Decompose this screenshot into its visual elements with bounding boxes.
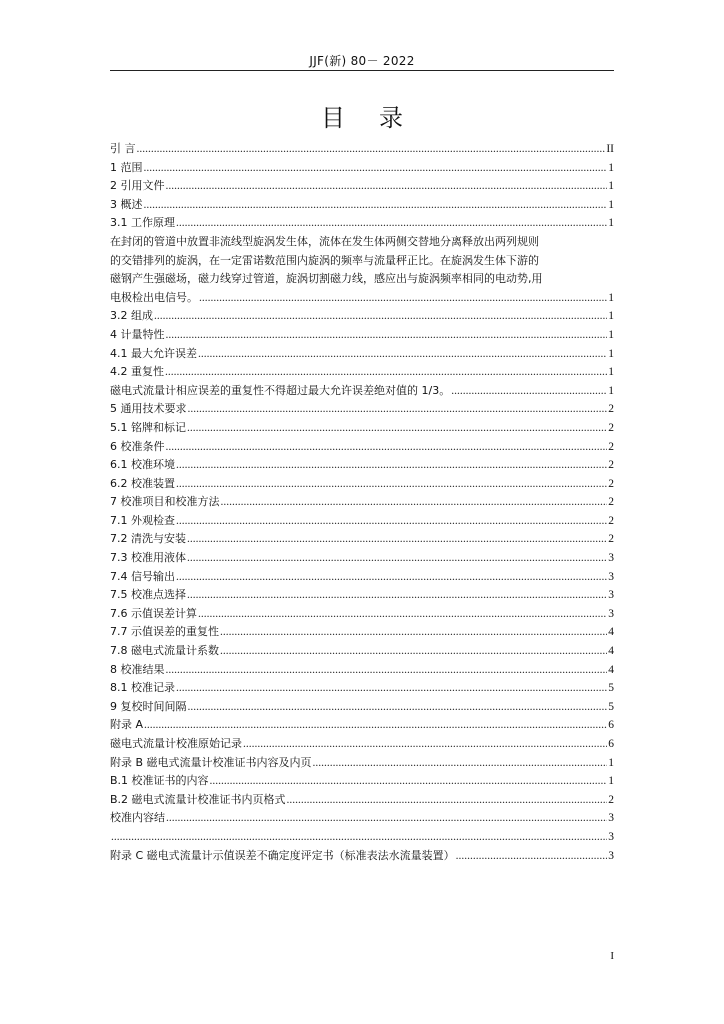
toc-entry-label: 3 概述 (110, 197, 143, 211)
toc-dot-leader (220, 642, 607, 661)
toc-entry-label: 电极检出电信号。 (110, 290, 198, 304)
toc-entry[interactable] (110, 642, 614, 661)
toc-entry-page: 1 (608, 347, 614, 360)
toc-dot-leader (199, 289, 607, 308)
toc-entry-page: 5 (608, 682, 614, 695)
toc-entry[interactable] (110, 289, 614, 308)
toc-entry-page: 3 (608, 849, 614, 862)
page-title: 目录 (321, 104, 437, 132)
toc-dot-leader (198, 345, 607, 364)
toc-entry[interactable] (110, 140, 614, 159)
toc-dot-leader (176, 512, 607, 531)
toc-entry-page: 1 (608, 775, 614, 788)
toc-entry-page: 3 (608, 830, 614, 843)
toc-entry-page: 3 (608, 812, 614, 825)
toc-entry-page: II (606, 143, 614, 155)
toc-entry[interactable] (110, 716, 614, 735)
toc-entry-label: B.1 校准证书的内容 (110, 774, 209, 788)
toc-dot-leader (176, 475, 607, 494)
toc-entry[interactable] (110, 345, 614, 364)
toc-entry[interactable] (110, 196, 614, 215)
toc-dot-leader (243, 735, 607, 754)
toc-entry-page: 6 (608, 719, 614, 732)
toc-entry-page: 1 (608, 756, 614, 769)
toc-entry[interactable] (110, 735, 614, 754)
toc-entry-label: 7 校准项目和校准方法 (110, 495, 220, 509)
toc-entry-label: 5.1 铭牌和标记 (110, 420, 186, 434)
toc-paragraph-line: 的交错排列的旋涡，在一定雷诺数范围内旋涡的频率与流量秤正比。在旋涡发生体下游的 (110, 253, 539, 267)
toc-entry-label: 6 校准条件 (110, 439, 165, 453)
toc-entry-page: 2 (608, 514, 614, 527)
toc-entry-page: 2 (608, 793, 614, 806)
toc-entry[interactable] (110, 363, 614, 382)
toc-entry-page: 2 (608, 496, 614, 509)
toc-dot-leader (187, 419, 607, 438)
toc-entry-label: 1 范围 (110, 160, 143, 174)
toc-dot-leader (456, 847, 608, 866)
toc-entry[interactable] (110, 512, 614, 531)
toc-entry[interactable] (110, 661, 614, 680)
toc-dot-leader (188, 698, 608, 717)
toc-entry[interactable] (110, 214, 614, 233)
toc-entry[interactable] (110, 382, 614, 401)
toc-entry[interactable] (110, 400, 614, 419)
toc-dot-leader (144, 196, 608, 215)
header-divider (110, 70, 614, 71)
running-header: JJF(新) 80－ 2022 (309, 54, 415, 68)
toc-entry-label: 7.3 校准用液体 (110, 551, 186, 565)
toc-entry-label: 引 言 (110, 142, 136, 155)
toc-entry-label: 7.4 信号输出 (110, 569, 175, 583)
toc-entry-page: 1 (608, 366, 614, 379)
toc-dot-leader (198, 605, 607, 624)
toc-entry[interactable] (110, 809, 614, 828)
toc-dot-leader (111, 828, 607, 847)
toc-dot-leader (210, 772, 608, 791)
toc-entry-page: 2 (608, 403, 614, 416)
toc-entry-page: 2 (608, 477, 614, 490)
toc-dot-leader (144, 716, 607, 735)
toc-entry-label: 磁电式流量计相应误差的重复性不得超过最大允许误差绝对值的 1/3。 (110, 383, 451, 397)
toc-entry[interactable] (110, 177, 614, 196)
toc-entry[interactable] (110, 159, 614, 178)
toc-dot-leader (165, 363, 607, 382)
toc-entry-page: 4 (608, 645, 614, 658)
toc-entry-page: 1 (608, 198, 614, 211)
toc-entry-label: 8 校准结果 (110, 662, 165, 676)
table-of-contents (110, 140, 614, 865)
toc-entry-label: 5 通用技术要求 (110, 402, 187, 416)
toc-entry-page: 2 (608, 459, 614, 472)
toc-dot-leader (220, 623, 607, 642)
toc-entry[interactable] (110, 307, 614, 326)
toc-entry-page: 1 (608, 310, 614, 323)
toc-dot-leader (176, 214, 607, 233)
toc-entry-label: 3.2 组成 (110, 309, 153, 323)
toc-entry[interactable] (110, 791, 614, 810)
toc-entry-label: 6.1 校准环境 (110, 458, 175, 472)
toc-entry[interactable] (110, 698, 614, 717)
toc-entry-label: 附录 B 磁电式流量计校准证书内容及内页 (110, 755, 312, 769)
toc-dot-leader (166, 438, 608, 457)
toc-dot-leader (187, 530, 607, 549)
toc-dot-leader (221, 493, 608, 512)
page-number: I (610, 950, 614, 962)
toc-entry[interactable] (110, 475, 614, 494)
toc-entry[interactable] (110, 326, 614, 345)
toc-entry-page: 3 (608, 570, 614, 583)
toc-entry[interactable] (110, 623, 614, 642)
toc-entry-page: 4 (608, 663, 614, 676)
toc-entry[interactable] (110, 493, 614, 512)
toc-entry-page: 3 (608, 589, 614, 602)
toc-dot-leader (176, 568, 607, 587)
toc-dot-leader (313, 754, 608, 773)
toc-entry-label: 附录 C 磁电式流量计示值误差不确定度评定书（标准表法水流量装置） (110, 848, 455, 862)
toc-entry-label: 4.2 重复性 (110, 365, 164, 379)
toc-entry-page: 5 (608, 700, 614, 713)
toc-entry-label: 2 引用文件 (110, 179, 165, 193)
toc-entry-page: 1 (608, 161, 614, 174)
toc-entry-page: 1 (608, 180, 614, 193)
toc-entry[interactable] (110, 438, 614, 457)
toc-entry[interactable] (110, 605, 614, 624)
toc-entry[interactable] (110, 586, 614, 605)
toc-entry[interactable] (110, 828, 614, 847)
toc-entry-label: 7.5 校准点选择 (110, 588, 186, 602)
toc-dot-leader (176, 456, 607, 475)
toc-entry-page: 1 (608, 384, 614, 397)
toc-entry-label: 4 计量特性 (110, 327, 165, 341)
toc-entry-page: 1 (608, 328, 614, 341)
toc-entry-page: 2 (608, 421, 614, 434)
toc-entry-label: 6.2 校准装置 (110, 476, 175, 490)
toc-paragraph-line: 在封闭的管道中放置非流线型旋涡发生体，流体在发生体两侧交替地分离释放出两列规则 (110, 234, 539, 248)
toc-dot-leader (166, 177, 608, 196)
toc-entry-label: 附录 A (110, 718, 144, 732)
toc-entry-label: 7.6 示值误差计算 (110, 606, 197, 620)
toc-entry-page: 3 (608, 552, 614, 565)
toc-entry-label: 校准内容结 (110, 811, 165, 825)
toc-entry[interactable] (110, 754, 614, 773)
toc-entry-page: 4 (608, 626, 614, 639)
toc-entry[interactable] (110, 549, 614, 568)
toc-entry-page: 3 (608, 607, 614, 620)
toc-entry[interactable] (110, 530, 614, 549)
toc-entry-label: 3.1 工作原理 (110, 216, 175, 230)
toc-entry[interactable] (110, 419, 614, 438)
toc-entry-label: 7.1 外观检查 (110, 513, 175, 527)
toc-entry-label: 4.1 最大允许误差 (110, 346, 197, 360)
toc-entry-page: 2 (608, 440, 614, 453)
toc-entry[interactable] (110, 456, 614, 475)
toc-dot-leader (188, 400, 608, 419)
toc-entry-label: 7.7 示值误差的重复性 (110, 625, 219, 639)
toc-entry-label: 7.2 清洗与安装 (110, 532, 186, 546)
toc-entry-label: B.2 磁电式流量计校准证书内页格式 (110, 792, 286, 806)
toc-entry-page: 1 (608, 217, 614, 230)
toc-dot-leader (166, 326, 608, 345)
toc-entry[interactable] (110, 847, 614, 866)
toc-entry-page: 6 (608, 738, 614, 750)
toc-entry-page: 1 (608, 291, 614, 304)
toc-entry-label: 磁电式流量计校准原始记录 (110, 737, 242, 750)
toc-dot-leader (451, 382, 607, 401)
toc-entry[interactable] (110, 772, 614, 791)
toc-entry-page: 2 (608, 533, 614, 546)
toc-entry-label: 9 复校时间间隔 (110, 699, 187, 713)
toc-dot-leader (144, 159, 608, 178)
toc-paragraph-line: 磁钢产生强磁场，磁力线穿过管道，旋涡切割磁力线，感应出与旋涡频率相同的电动势,用 (110, 272, 543, 286)
toc-dot-leader (187, 586, 607, 605)
toc-entry-label: 8.1 校准记录 (110, 681, 175, 695)
toc-entry-label: 7.8 磁电式流量计系数 (110, 644, 219, 658)
toc-dot-leader (137, 140, 606, 159)
toc-dot-leader (187, 549, 607, 568)
toc-dot-leader (166, 809, 607, 828)
toc-entry[interactable] (110, 568, 614, 587)
toc-dot-leader (166, 661, 608, 680)
toc-dot-leader (287, 791, 608, 810)
toc-dot-leader (176, 679, 607, 698)
toc-entry[interactable] (110, 679, 614, 698)
toc-dot-leader (154, 307, 607, 326)
